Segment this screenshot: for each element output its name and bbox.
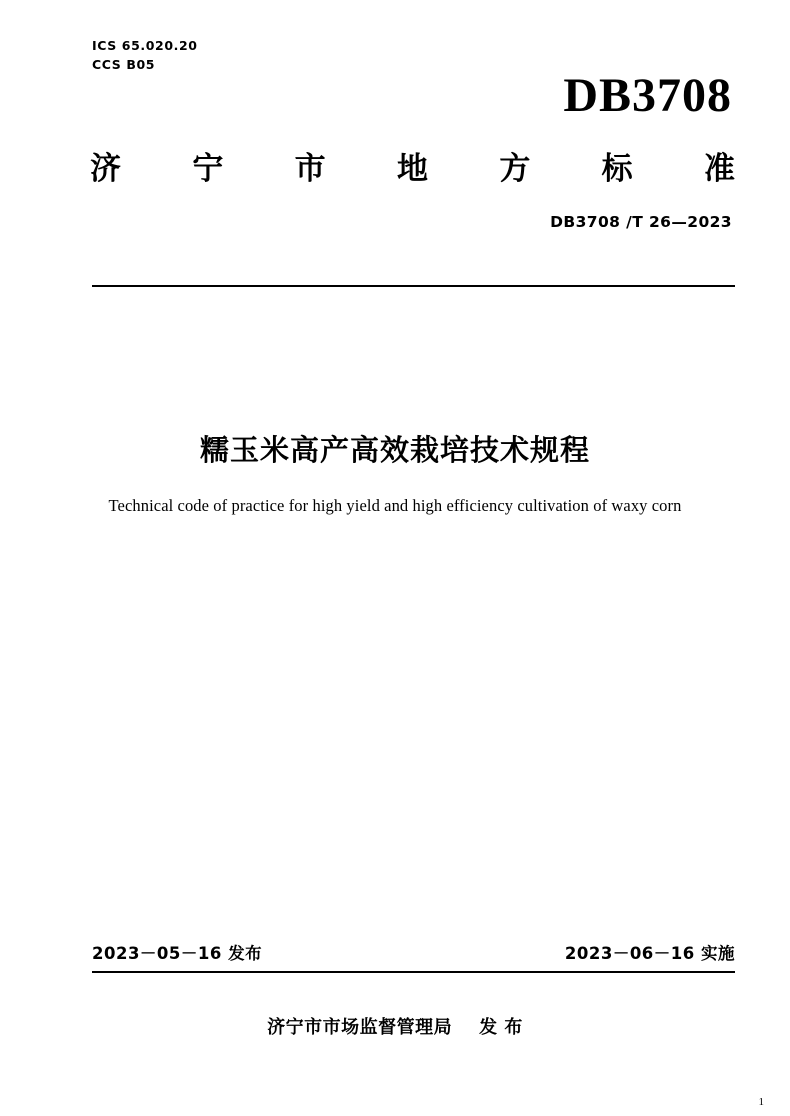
effective-date: 2023－06－16 实施 — [564, 944, 735, 963]
local-standard-char: 准 — [703, 151, 735, 187]
local-standard-char: 方 — [499, 151, 531, 187]
local-standard-char: 宁 — [192, 151, 224, 187]
issuing-authority: 济宁市市场监督管理局 发 布 — [267, 1017, 523, 1038]
ccs-code: CCS B05 — [92, 57, 156, 72]
footer-divider — [92, 971, 735, 973]
document-title-english: Technical code of practice for high yield and high efficiency cultivation of waxy corn — [108, 496, 682, 515]
local-standard-char: 济 — [90, 151, 121, 187]
header-divider — [92, 285, 735, 287]
publication-dates — [92, 940, 735, 964]
local-standard-heading — [90, 148, 735, 190]
standard-series-number: DB3708 — [563, 69, 732, 122]
standard-identifier: DB3708 /T 26—2023 — [550, 213, 732, 231]
page-number: 1 — [758, 1096, 764, 1108]
local-standard-char: 标 — [601, 151, 633, 187]
local-standard-char: 地 — [396, 151, 428, 187]
document-title-chinese: 糯玉米高产高效栽培技术规程 — [199, 433, 590, 467]
classification-codes — [92, 36, 198, 74]
issue-date: 2023－05－16 发布 — [92, 944, 263, 963]
local-standard-char: 市 — [294, 151, 326, 187]
ics-code: ICS 65.020.20 — [92, 38, 198, 53]
